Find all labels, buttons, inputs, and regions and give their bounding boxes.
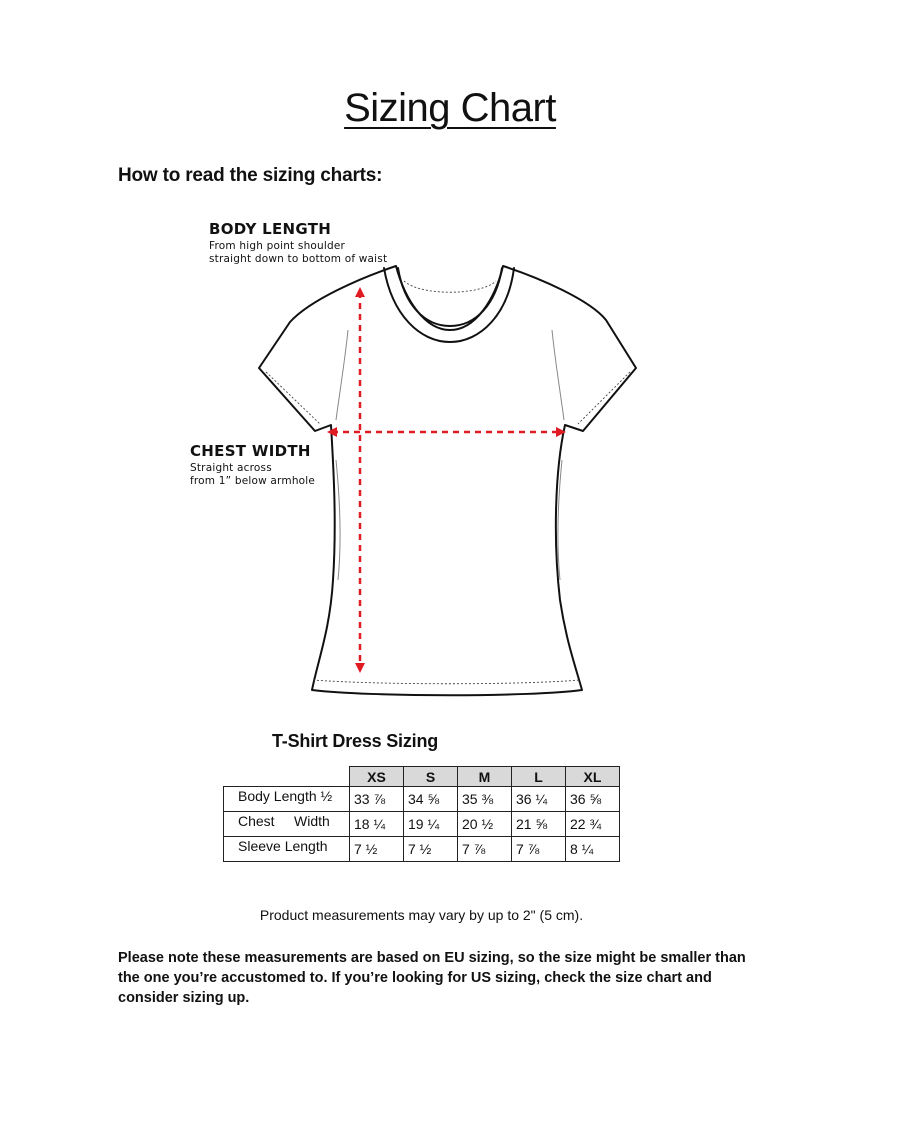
- table-header-row: [224, 767, 620, 787]
- table-cell: 7 ⅞: [512, 837, 566, 862]
- table-cell: 22 ¾: [566, 812, 620, 837]
- table-cell: 36 ¼: [512, 787, 566, 812]
- body-length-desc-1: From high point shoulder: [209, 240, 346, 252]
- table-cell: 7 ⅞: [458, 837, 512, 862]
- size-header: XS: [350, 767, 404, 787]
- sizing-table: [223, 766, 620, 862]
- section-heading: How to read the sizing charts:: [118, 165, 383, 186]
- table-row: [224, 812, 620, 837]
- row-label: Sleeve Length: [224, 837, 350, 862]
- page-title: Sizing Chart: [344, 86, 556, 130]
- table-cell: 34 ⅝: [404, 787, 458, 812]
- table-cell: 33 ⅞: [350, 787, 404, 812]
- measurement-note: Product measurements may vary by up to 2" (5 cm).: [259, 907, 584, 923]
- table-title: T-Shirt Dress Sizing: [272, 731, 439, 751]
- table-cell: 36 ⅝: [566, 787, 620, 812]
- table-cell: 19 ¼: [404, 812, 458, 837]
- size-header: XL: [566, 767, 620, 787]
- table-corner: [224, 767, 350, 787]
- size-header: L: [512, 767, 566, 787]
- sizing-disclaimer: Please note these measurements are based on EU sizing, so the size might be smaller than the one you’re accustomed to. If you’re looking for US sizing, check the size chart and consider sizing up.: [118, 950, 746, 1006]
- table-cell: 18 ¼: [350, 812, 404, 837]
- size-header: M: [458, 767, 512, 787]
- body-length-desc-2: straight down to bottom of waist: [209, 253, 388, 265]
- row-label: Chest Width: [224, 812, 350, 837]
- tshirt-outline: [259, 266, 636, 695]
- table-cell: 35 ⅜: [458, 787, 512, 812]
- chest-width-desc-1: Straight across: [190, 462, 272, 474]
- row-label: Body Length ½: [224, 787, 350, 812]
- chest-width-desc-2: from 1” below armhole: [190, 475, 316, 487]
- body-length-label: BODY LENGTH: [209, 220, 332, 238]
- table-row: [224, 787, 620, 812]
- chest-width-label: CHEST WIDTH: [190, 442, 311, 460]
- table-cell: 8 ¼: [566, 837, 620, 862]
- table-cell: 20 ½: [458, 812, 512, 837]
- table-cell: 21 ⅝: [512, 812, 566, 837]
- size-header: S: [404, 767, 458, 787]
- table-cell: 7 ½: [350, 837, 404, 862]
- table-row: [224, 837, 620, 862]
- table-cell: 7 ½: [404, 837, 458, 862]
